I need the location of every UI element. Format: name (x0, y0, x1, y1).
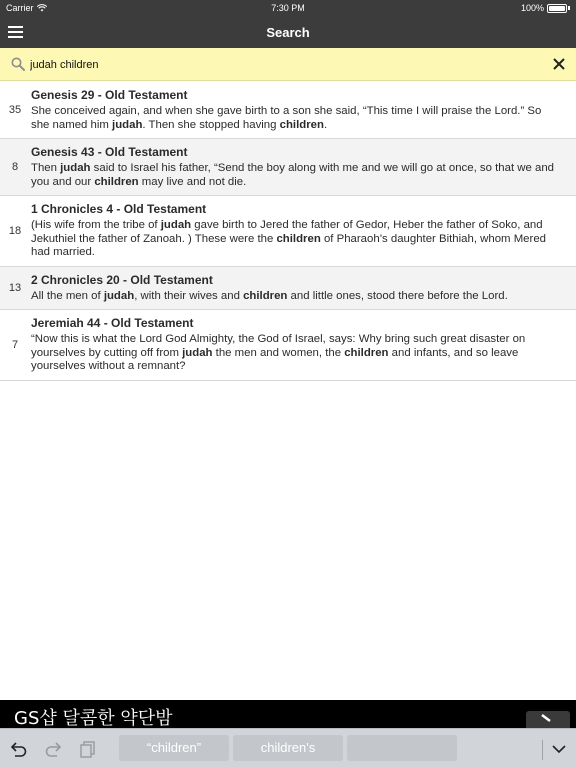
highlighted-term: children (279, 118, 324, 131)
text-segment: and little ones, stood there before the Lord. (287, 289, 508, 302)
text-segment: , with their wives and (134, 289, 244, 302)
text-segment: gave birth to Jered the father of Gedor, Heber the father of Soko, and Jekuthiel the father of Zanoah. ) These were the (31, 219, 543, 245)
battery-percent: 100% (520, 3, 544, 13)
search-results-list (0, 82, 576, 381)
search-bar (0, 48, 576, 81)
highlighted-term: judah (103, 289, 135, 302)
clear-search-button[interactable] (550, 55, 568, 73)
result-verse-number: 18 (8, 224, 22, 237)
text-segment: of Pharaoh’s daughter Bithiah, whom Mered had married. (31, 232, 546, 258)
suggestion-3[interactable] (347, 735, 457, 761)
highlighted-term: children (243, 289, 288, 302)
result-verse-number: 13 (8, 281, 22, 294)
highlighted-term: judah (60, 162, 91, 174)
text-segment: the men and women, the (212, 346, 345, 359)
text-segment: (His wife from the tribe of (31, 219, 161, 231)
ad-text: GS샵 달콤한 약단밤 (14, 708, 173, 728)
result-text (31, 162, 556, 189)
result-text (31, 290, 556, 304)
result-row[interactable] (0, 267, 576, 311)
result-text (31, 333, 556, 374)
highlighted-term: children (344, 346, 389, 359)
page-title: Search (266, 25, 310, 40)
paste-icon[interactable] (79, 740, 97, 758)
text-segment: may live and not die. (138, 175, 247, 188)
text-segment: . Then she stopped having (142, 118, 280, 131)
result-row[interactable] (0, 310, 576, 381)
ad-banner[interactable] (0, 700, 576, 728)
result-title: 2 Chronicles 20 - Old Testament (31, 272, 213, 287)
toolbar-divider (542, 740, 543, 760)
text-segment: said to Israel his father, “Send the boy along with me and we will go at once, so that we and you and our (31, 162, 555, 188)
result-row[interactable] (0, 196, 576, 267)
search-input[interactable] (30, 55, 530, 75)
redo-icon[interactable] (44, 740, 62, 758)
carrier-label: Carrier (6, 3, 34, 13)
text-segment: . (323, 118, 328, 131)
result-text (31, 219, 556, 260)
text-segment: All the men of (31, 289, 104, 302)
status-time: 7:30 PM (271, 3, 305, 13)
result-verse-number: 35 (8, 104, 22, 116)
highlighted-term: judah (160, 219, 192, 231)
result-row[interactable] (0, 82, 576, 139)
result-title: Genesis 29 - Old Testament (31, 88, 188, 102)
status-right (521, 3, 570, 13)
result-row[interactable] (0, 139, 576, 196)
result-text (31, 105, 556, 132)
nav-bar (0, 17, 576, 48)
result-verse-number: 8 (11, 161, 19, 173)
suggestion-2[interactable]: children's (233, 735, 343, 761)
highlighted-term: judah (112, 118, 143, 131)
highlighted-term: judah (182, 346, 213, 359)
status-bar (0, 0, 576, 17)
keyboard-toolbar (0, 728, 576, 768)
battery-icon (547, 4, 567, 13)
result-verse-number: 7 (11, 338, 19, 351)
result-title: Genesis 43 - Old Testament (31, 145, 188, 159)
highlighted-term: children (94, 175, 139, 188)
highlighted-term: children (276, 232, 321, 245)
arrow-icon (526, 711, 570, 728)
ad-action-button[interactable] (526, 711, 570, 728)
text-segment: “Now this is what the Lord God Almighty, the God of Israel, says: Why bring such great disaster on yourselves by cutting off from (31, 333, 526, 359)
text-segment: Then (31, 162, 61, 174)
result-title: 1 Chronicles 4 - Old Testament (31, 202, 207, 216)
search-icon (11, 57, 25, 71)
result-title: Jeremiah 44 - Old Testament (31, 316, 194, 330)
text-segment: and infants, and so leave yourselves without a remnant? (31, 346, 519, 372)
undo-icon[interactable] (10, 740, 28, 758)
suggestion-1[interactable]: “children” (119, 735, 229, 761)
chevron-down-icon[interactable] (550, 740, 568, 758)
text-segment: She conceived again, and when she gave birth to a son she said, “This time I will praise the Lord.” So she named him (31, 105, 542, 131)
battery-tip (568, 6, 570, 10)
battery-fill (549, 6, 565, 11)
